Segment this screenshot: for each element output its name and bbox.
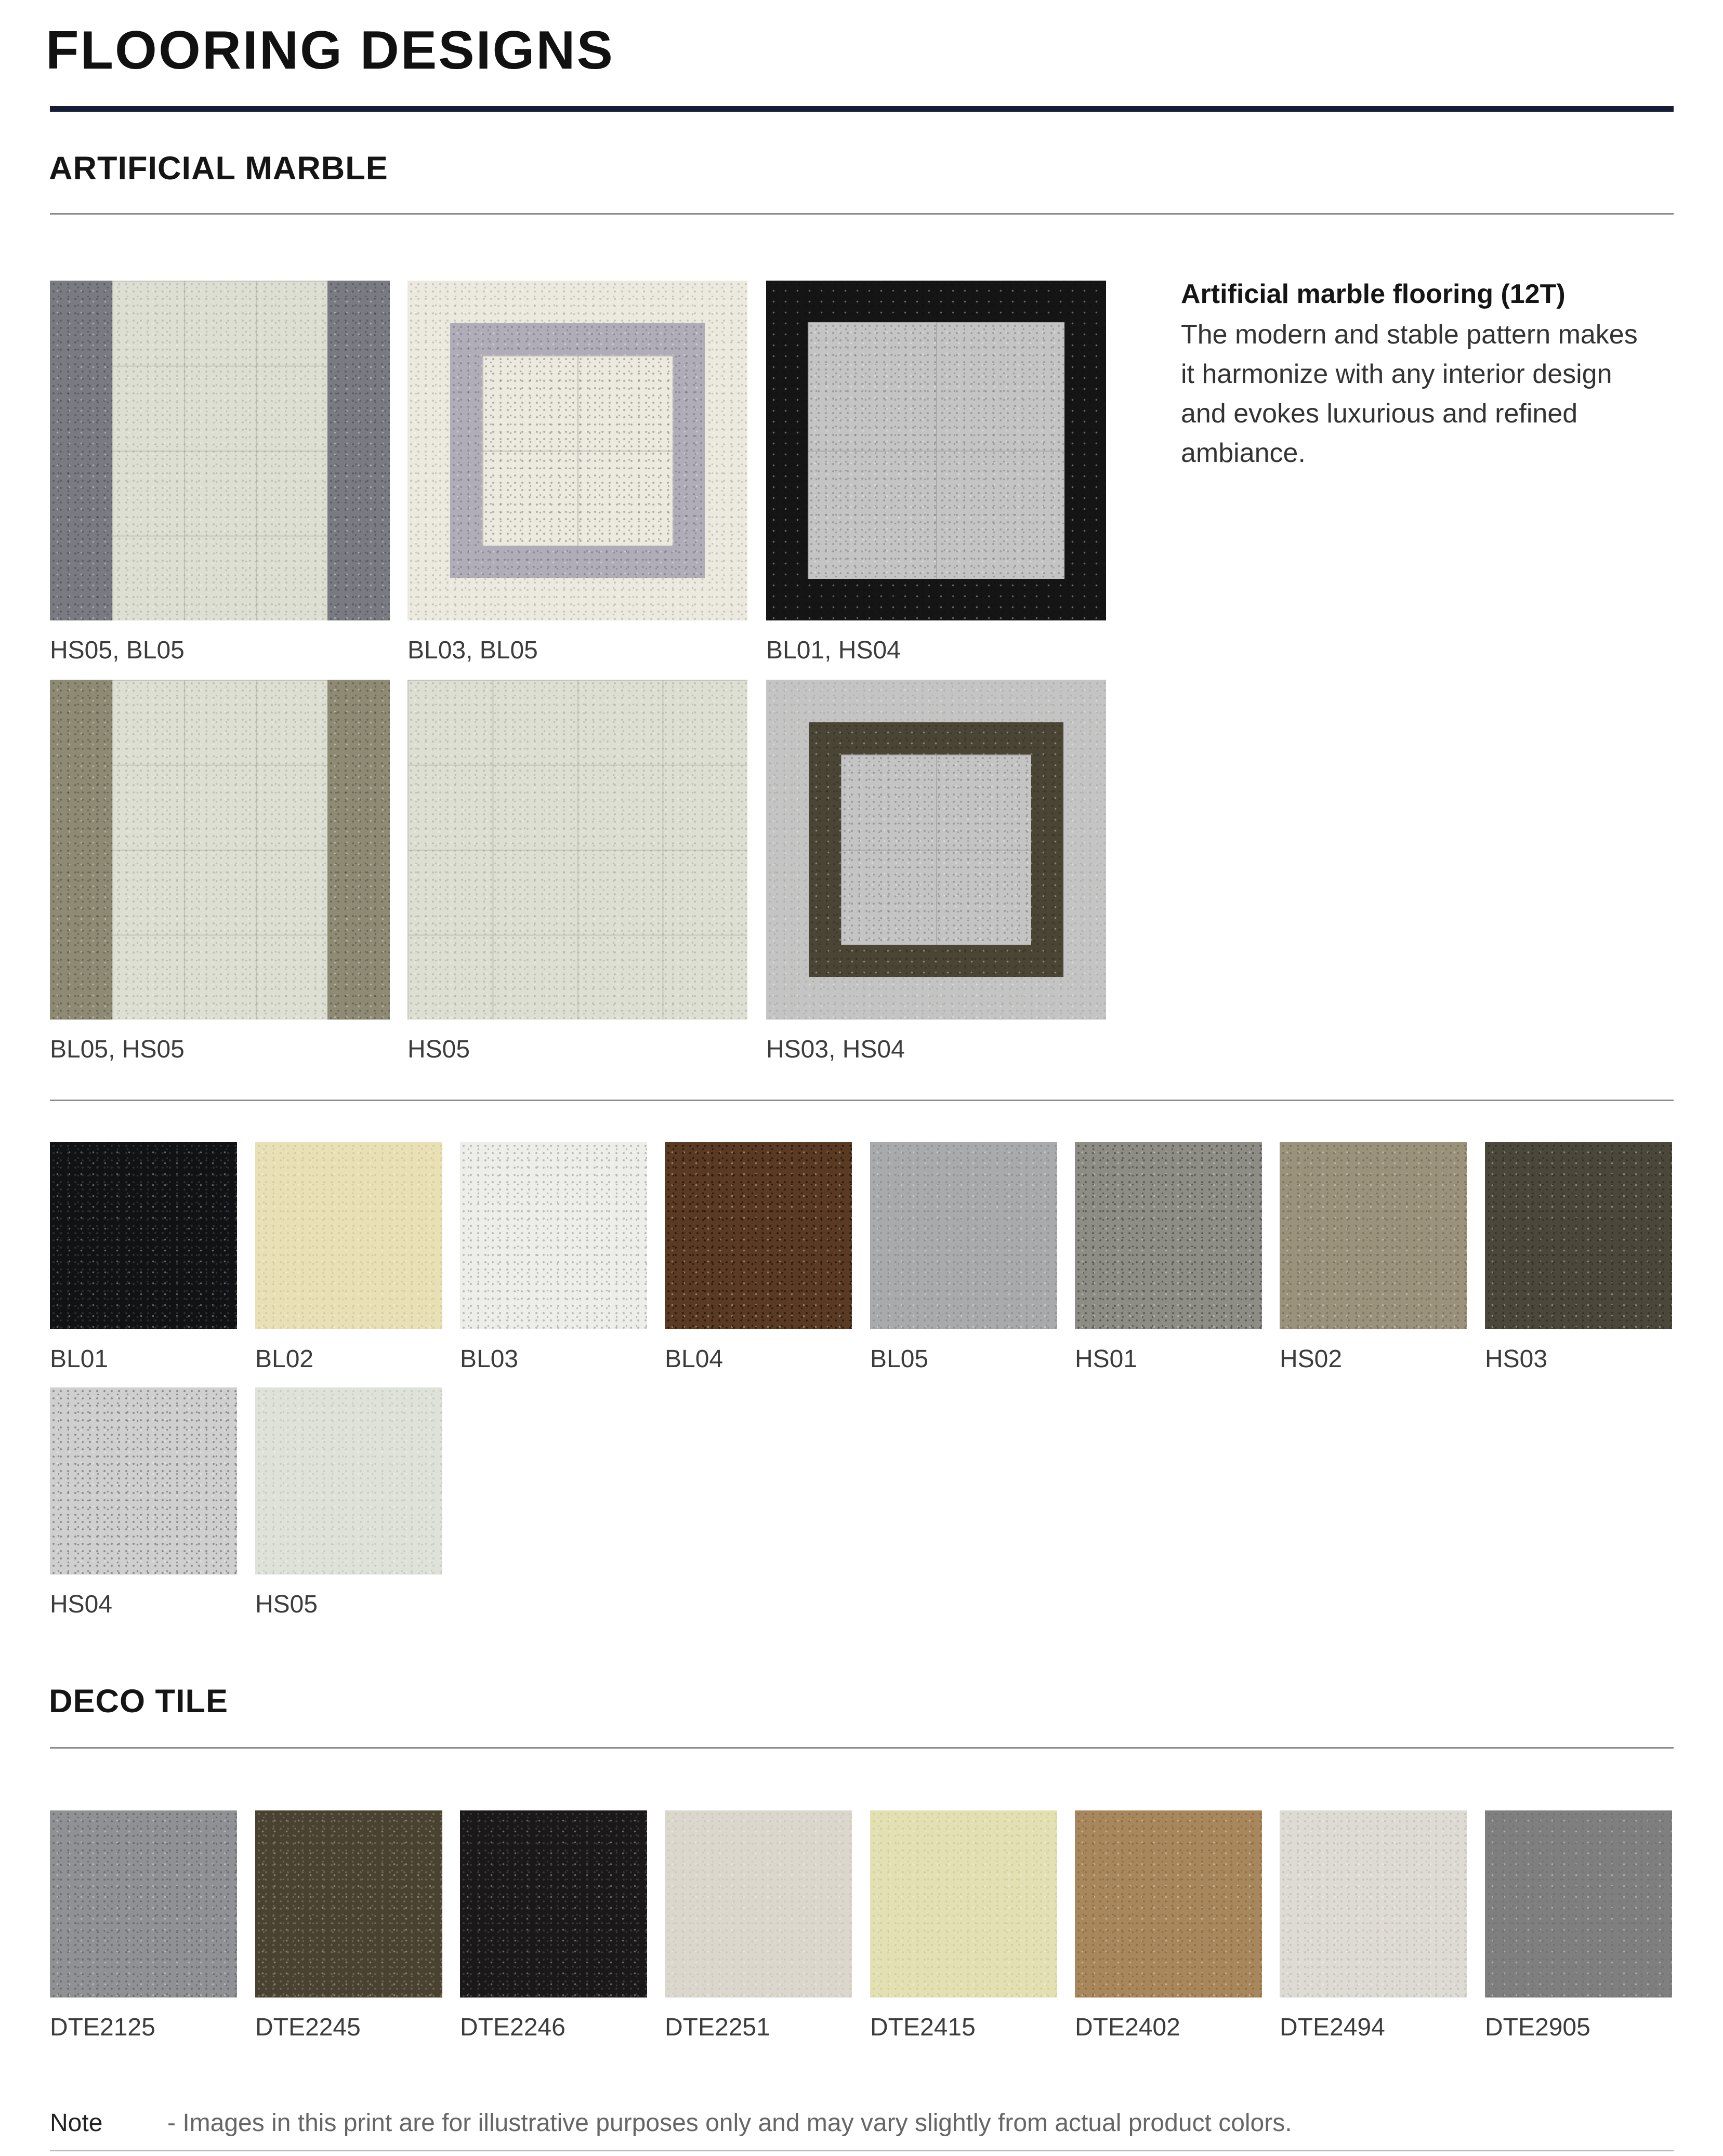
material-swatch [665, 1810, 852, 1998]
material-swatch [1280, 1142, 1467, 1329]
material-swatch [50, 1810, 237, 1998]
swatch-code: BL04 [665, 1345, 724, 1373]
pattern-border-stripe [50, 680, 112, 1020]
swatch-code: BL01 [50, 1345, 109, 1373]
material-swatch [50, 1387, 237, 1575]
section-divider [50, 1100, 1674, 1101]
footer-divider [50, 2150, 1674, 2151]
material-swatch [460, 1810, 647, 1998]
section-heading-deco-tile: DECO TILE [49, 1683, 229, 1719]
pattern-border-stripe [327, 680, 390, 1020]
pattern-tile [50, 281, 390, 620]
pattern-label: HS03, HS04 [766, 1036, 905, 1063]
material-swatch [255, 1387, 442, 1575]
pattern-border-stripe [327, 281, 390, 620]
pattern-tile [407, 281, 747, 620]
pattern-grout [112, 281, 327, 620]
material-swatch [870, 1142, 1057, 1329]
section-divider [50, 213, 1674, 215]
swatch-code: HS02 [1280, 1345, 1343, 1373]
pattern-grout [407, 680, 747, 1020]
pattern-frame [450, 323, 705, 578]
pattern-label: BL01, HS04 [766, 637, 901, 664]
pattern-label: HS05, BL05 [50, 637, 185, 664]
swatch-code: BL03 [460, 1345, 519, 1373]
note-text: - Images in this print are for illustrative purposes only and may vary slightly from actual product colors. [167, 2109, 1292, 2137]
pattern-center [482, 355, 673, 546]
material-swatch [1280, 1810, 1467, 1998]
pattern-frame [766, 281, 1106, 620]
swatch-code: BL05 [870, 1345, 929, 1373]
material-swatch [1075, 1810, 1262, 1998]
swatch-code: DTE2251 [665, 2014, 770, 2041]
swatch-code: HS05 [255, 1591, 318, 1618]
material-swatch [460, 1142, 647, 1329]
swatch-code: HS01 [1075, 1345, 1138, 1373]
pattern-tile [407, 680, 747, 1020]
section-divider [50, 1747, 1674, 1749]
material-swatch [1485, 1810, 1672, 1998]
description-text: The modern and stable pattern makes it harmonize with any interior design and evokes luxurious and refined ambiance. [1181, 320, 1638, 468]
description-title: Artificial marble flooring (12T) [1181, 279, 1566, 309]
pattern-border-stripe [50, 281, 112, 620]
swatch-code: DTE2494 [1280, 2014, 1385, 2041]
swatch-code: DTE2125 [50, 2014, 155, 2041]
material-swatch [1485, 1142, 1672, 1329]
note-label: Note [50, 2109, 103, 2137]
material-swatch [255, 1142, 442, 1329]
material-swatch [1075, 1142, 1262, 1329]
pattern-tile [766, 680, 1106, 1020]
pattern-center [841, 755, 1031, 945]
page-title: FLOORING DESIGNS [46, 20, 614, 81]
material-swatch [870, 1810, 1057, 1998]
pattern-tile [50, 680, 390, 1020]
swatch-code: BL02 [255, 1345, 314, 1373]
pattern-center [808, 322, 1064, 579]
section-heading-artificial-marble: ARTIFICIAL MARBLE [49, 150, 388, 187]
pattern-frame [809, 722, 1063, 977]
material-swatch [255, 1810, 442, 1998]
pattern-label: BL03, BL05 [407, 637, 538, 664]
title-divider [50, 106, 1674, 112]
pattern-tile [766, 281, 1106, 620]
swatch-code: DTE2246 [460, 2014, 565, 2041]
swatch-code: DTE2415 [870, 2014, 976, 2041]
swatch-code: HS03 [1485, 1345, 1548, 1373]
swatch-code: HS04 [50, 1591, 113, 1618]
pattern-grout [112, 680, 327, 1020]
pattern-label: HS05 [407, 1036, 470, 1063]
swatch-code: DTE2245 [255, 2014, 361, 2041]
material-swatch [665, 1142, 852, 1329]
swatch-code: DTE2402 [1075, 2014, 1180, 2041]
swatch-code: DTE2905 [1485, 2014, 1590, 2041]
pattern-label: BL05, HS05 [50, 1036, 185, 1063]
material-swatch [50, 1142, 237, 1329]
